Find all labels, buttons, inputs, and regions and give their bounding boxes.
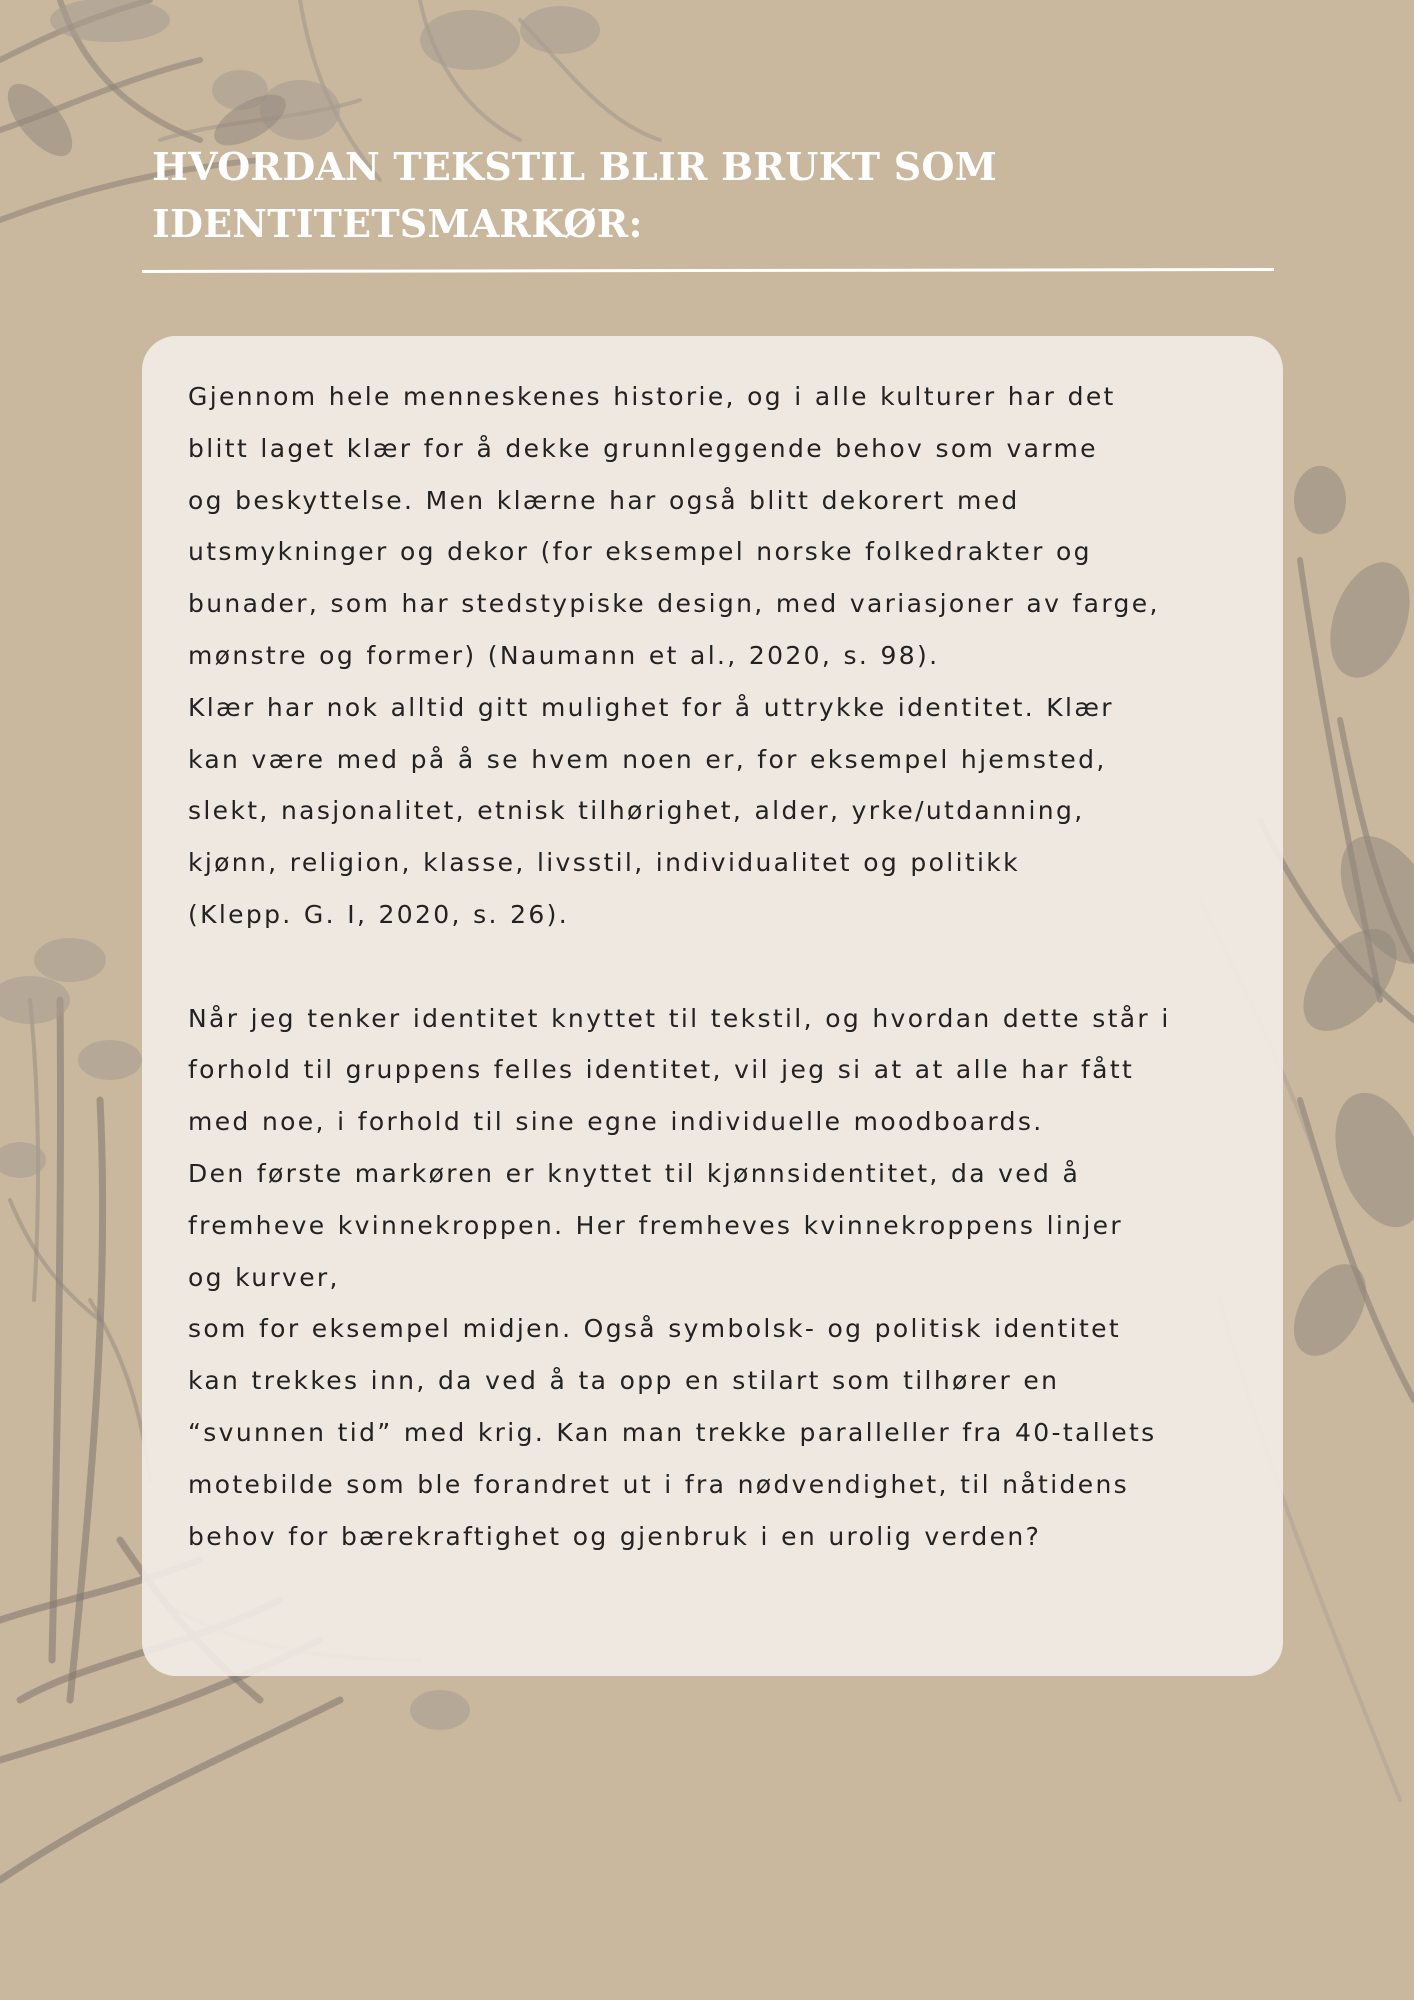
body-line: Når jeg tenker identitet knyttet til tekstil, og hvordan dette står i — [188, 1003, 1171, 1033]
body-line: “svunnen tid” med krig. Kan man trekke paralleller fra 40-tallets — [188, 1417, 1157, 1447]
body-line: behov for bærekraftighet og gjenbruk i en urolig verden? — [188, 1521, 1042, 1551]
body-line: utsmykninger og dekor (for eksempel norske folkedrakter og — [188, 537, 1092, 567]
body-line: bunader, som har stedstypiske design, med variasjoner av farge, — [188, 589, 1160, 619]
paragraph-gap — [188, 941, 1268, 993]
body-line: kan være med på å se hvem noen er, for eksempel hjemsted, — [188, 744, 1107, 774]
body-line: (Klepp. G. I, 2020, s. 26). — [188, 899, 570, 929]
body-line: Klær har nok alltid gitt mulighet for å uttrykke identitet. Klær — [188, 692, 1114, 722]
page-title-line-1: HVORDAN TEKSTIL BLIR BRUKT SOM — [152, 144, 997, 189]
page-title-line-2: IDENTITETSMARKØR: — [152, 201, 643, 246]
body-line: mønstre og former) (Naumann et al., 2020, s. 98). — [188, 640, 940, 670]
body-line: kjønn, religion, klasse, livsstil, individualitet og politikk — [188, 848, 1020, 878]
body-line: fremheve kvinnekroppen. Her fremheves kvinnekroppens linjer — [188, 1210, 1124, 1240]
body-text — [188, 371, 1268, 1562]
body-line: og beskyttelse. Men klærne har også blitt dekorert med — [188, 485, 1020, 515]
body-line: blitt laget klær for å dekke grunnleggende behov som varme — [188, 433, 1098, 463]
body-line: kan trekkes inn, da ved å ta opp en stilart som tilhører en — [188, 1366, 1060, 1396]
body-line: Den første markøren er knyttet til kjønnsidentitet, da ved å — [188, 1158, 1081, 1188]
body-line: og kurver, — [188, 1262, 340, 1292]
body-line: Gjennom hele menneskenes historie, og i alle kulturer har det — [188, 382, 1116, 411]
body-line: som for eksempel midjen. Også symbolsk- og politisk identitet — [188, 1314, 1122, 1344]
body-line: motebilde som ble forandret ut i fra nødvendighet, til nåtidens — [188, 1469, 1130, 1499]
body-line: slekt, nasjonalitet, etnisk tilhørighet, alder, yrke/utdanning, — [188, 796, 1085, 826]
page-title — [152, 138, 1252, 252]
body-line: med noe, i forhold til sine egne individuelle moodboards. — [188, 1107, 1044, 1137]
body-line: forhold til gruppens felles identitet, vil jeg si at at alle har fått — [188, 1055, 1135, 1085]
